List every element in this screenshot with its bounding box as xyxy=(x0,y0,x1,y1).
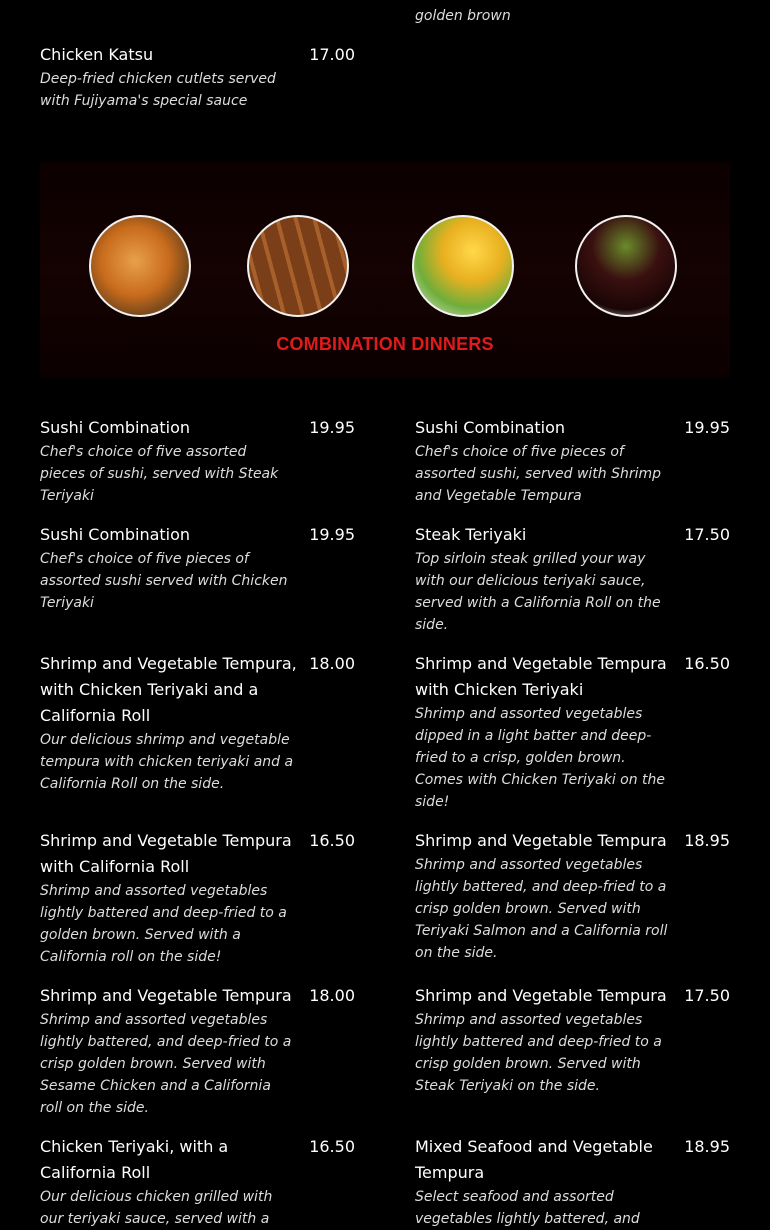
menu-item-name: Chicken Katsu xyxy=(40,45,154,64)
menu-item-description: Shrimp and assorted vegetables lightly battered and deep-fried to a crisp golden brown. Served with Steak Teriyaki on the side. xyxy=(415,1012,662,1094)
menu-item-name: Chicken Teriyaki, with a California Roll xyxy=(40,1137,229,1182)
menu-item-name: Sushi Combination xyxy=(415,418,566,437)
menu-item-description: Our delicious chicken grilled with our teriyaki sauce, served with a xyxy=(40,1189,273,1227)
menu-item-description: Shrimp and assorted vegetables lightly battered and deep-fried to a golden brown. Served with a California roll on the side! xyxy=(40,883,287,965)
menu-item xyxy=(415,828,730,964)
menu-item-price: 16.50 xyxy=(309,831,355,850)
chicken-katsu-photo xyxy=(247,215,349,317)
menu-item xyxy=(40,828,355,968)
menu-item-name: Steak Teriyaki xyxy=(415,525,527,544)
menu-item xyxy=(415,1134,730,1230)
menu-item-name: Shrimp and Vegetable Tempura xyxy=(415,831,667,850)
menu-item-name: Mixed Seafood and Vegetable Tempura xyxy=(415,1137,653,1182)
menu-item xyxy=(40,415,355,507)
menu-item-name: Sushi Combination xyxy=(40,418,191,437)
menu-item-price: 16.50 xyxy=(684,654,730,673)
teriyaki-salmon-photo xyxy=(89,215,191,317)
menu-item-description: Select seafood and assorted vegetables lightly battered, and xyxy=(415,1189,640,1227)
menu-item-price: 19.95 xyxy=(309,525,355,544)
menu-item-description: Our delicious shrimp and vegetable tempura with chicken teriyaki and a California Roll on the side. xyxy=(40,732,294,792)
menu-item-name: Shrimp and Vegetable Tempura with California Roll xyxy=(40,831,292,876)
menu-item xyxy=(40,651,355,795)
menu-item xyxy=(40,983,355,1119)
menu-item-price: 18.00 xyxy=(309,986,355,1005)
previous-section-fragment xyxy=(0,0,770,40)
menu-item-description: Chef's choice of five assorted pieces of sushi, served with Steak Teriyaki xyxy=(40,444,279,504)
menu-item-description: Shrimp and assorted vegetables lightly battered, and deep-fried to a crisp golden brown. Served with Sesame Chicken and a California roll on the side. xyxy=(40,1012,292,1116)
banner-title: COMBINATION DINNERS xyxy=(276,334,494,354)
menu-item-description: Shrimp and assorted vegetables lightly battered, and deep-fried to a crisp golden brown. Served with Teriyaki Salmon and a California roll on the side. xyxy=(415,857,668,961)
menu-item xyxy=(415,522,730,636)
menu-item-name: Shrimp and Vegetable Tempura with Chicken Teriyaki xyxy=(415,654,667,699)
menu-item-description: Chef's choice of five pieces of assorted sushi, served with Shrimp and Vegetable Tempura xyxy=(415,444,662,504)
menu-item-name: Shrimp and Vegetable Tempura, with Chicken Teriyaki and a California Roll xyxy=(40,654,297,725)
menu-item-price: 17.00 xyxy=(309,45,355,64)
menu-item-price: 18.95 xyxy=(684,831,730,850)
menu-item-name: Shrimp and Vegetable Tempura xyxy=(40,986,292,1005)
menu-item-price: 19.95 xyxy=(684,418,730,437)
tempura-photo xyxy=(412,215,514,317)
menu-item-price: 18.00 xyxy=(309,654,355,673)
menu-item-price: 19.95 xyxy=(309,418,355,437)
menu-item-description: Chef's choice of five pieces of assorted sushi served with Chicken Teriyaki xyxy=(40,551,288,611)
combination-dinners-banner xyxy=(40,162,730,378)
menu-item xyxy=(415,983,730,1097)
menu-item-price: 17.50 xyxy=(684,986,730,1005)
menu-item-name: Sushi Combination xyxy=(40,525,191,544)
menu-item-description: Top sirloin steak grilled your way with our delicious teriyaki sauce, served with a California Roll on the side. xyxy=(415,551,661,633)
menu-item-description: Deep-fried chicken cutlets served with Fujiyama's special sauce xyxy=(40,71,276,109)
menu-item xyxy=(40,1134,355,1230)
menu-item xyxy=(415,651,730,813)
menu-item-price: 16.50 xyxy=(309,1137,355,1156)
menu-item-price: 17.50 xyxy=(684,525,730,544)
menu-item-name: Shrimp and Vegetable Tempura xyxy=(415,986,667,1005)
steak-teriyaki-photo xyxy=(575,215,677,317)
menu-item-price: 18.95 xyxy=(684,1137,730,1156)
menu-item xyxy=(415,415,730,507)
menu-item-description: Shrimp and assorted vegetables dipped in a light batter and deep-fried to a crisp, golden brown. Comes with Chicken Teriyaki on the side! xyxy=(415,706,666,810)
menu-item-chicken-katsu xyxy=(40,42,355,112)
menu-item xyxy=(40,522,355,614)
description-tail: golden brown xyxy=(415,8,511,24)
